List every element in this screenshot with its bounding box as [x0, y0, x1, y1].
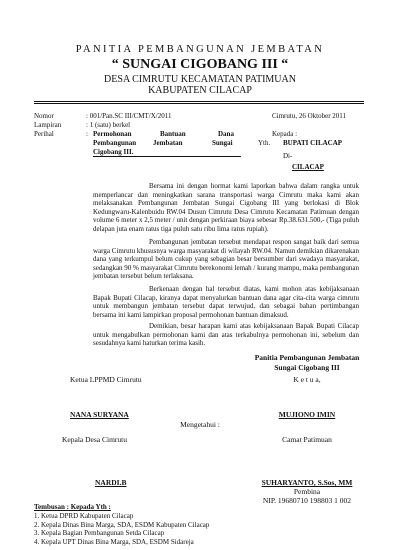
letterhead-project: “ SUNGAI CIGOBANG III “: [111, 57, 289, 72]
lampiran-label: Lampiran: [34, 121, 62, 129]
recipient: BUPATI CILACAP: [283, 139, 343, 147]
body-paragraph-2: Pembangunan jembatan tersebut mendapat respon sangat baik dari semua warga Cimrutu khususnya warga masyarakat di wilayah RW.04. Namun demikian dikarenakan dana yang terkumpul belum cukup yang sebagian besar bersumber dari swadaya masyarakat, sedangkan 90 % masyarakat Cimrutu berekonomi lemah / kurang mampu, maka pembangunan jembatan tersebut belum terlaksana.: [93, 238, 359, 280]
nomor-label: Nomor: [34, 112, 54, 120]
cc-item: 4. Kepala UPT Dinas Bina Marga, SDA, ESDM Sidareja: [34, 537, 194, 546]
subdistrict-head-nip: NIP. 19680710 198803 1 002: [262, 496, 352, 505]
village-head-name: NARDI.B: [95, 478, 127, 487]
recipient-place: CILACAP: [292, 163, 324, 171]
kepada-label: Kepada :: [272, 130, 298, 138]
letter-date: Cimrutu, 26 Oktober 2011: [272, 112, 347, 120]
village-head-label: Kepala Desa Cimrutu: [62, 435, 127, 444]
subdistrict-head-label: Camat Patimuan: [282, 435, 332, 444]
cc-item: 2. Kepala Dinas Bina Marga, SDA, ESDM Kabupaten Cilacap: [34, 520, 210, 529]
perihal-word-1b: Bantuan: [160, 130, 186, 138]
perihal-word-2a: Pembangunan: [93, 139, 137, 147]
letterhead-org: PANITIA PEMBANGUNAN JEMBATAN: [75, 44, 325, 55]
mengetahui-label: Mengetahui :: [180, 420, 220, 429]
di-label: Di-: [283, 152, 293, 160]
perihal-word-1a: Permohonan: [93, 130, 132, 138]
committee-chair-name: MUJIONO IMIN: [278, 410, 336, 419]
perihal-underline: [93, 156, 241, 157]
perihal-word-2b: Jembatan: [153, 139, 183, 147]
body-paragraph-1: Bersama ini dengan hormat kami laporkan bahwa dalam rangka untuk memperlancar dan meningkatkan sarana transportasi warga Cimrutu maka kami akan melaksanakan Pembangunan Jembatan Sungai Cigobang III yang berlokasi di Blok Kedungwaru-Kalenbuidu RW.04 Dusun Cimrutu Desa Cimrutu Kecamatan Patimuan dengan volume 6 meter x 2,5 meter / unit dengan perkiraan biaya sebesar Rp.38.631.500,- (Tiga puluh delapan juta enam ratus tiga puluh satu ribu lima ratus rupiah).: [93, 182, 359, 233]
header-rule-bottom: [34, 103, 364, 104]
subdistrict-head-name: SUHARYANTO, S.Sos, MM: [261, 478, 353, 487]
subdistrict-head-rank: Pembina: [293, 487, 321, 496]
letterhead-village: DESA CIMRUTU KECAMATAN PATIMUAN: [104, 74, 296, 85]
header-rule-top: [34, 101, 364, 102]
yth-label: Yth.: [258, 139, 271, 147]
cc-list: [34, 512, 364, 546]
lppmd-chair-label: Ketua LPPMD Cimrutu: [70, 375, 142, 384]
body-paragraph-3: Berkenaan dengan hal tersebut diatas, kami mohon atas kebijaksanaan Bapak Bupati Cilacap, kiranya dapat menyalurkan bantuan dana agar cita-cita warga cimrutu untuk membangun jembatan tersebut dapat terwujud, dan sebagai bahan pertimbangan bersama ini kami lampirkan proposal permohonan bantuan dimaksud.: [93, 285, 359, 319]
body-paragraph-4: Demikian, besar harapan kami atas kebijaksanaan Bapak Bupati Cilacap untuk mengabulkan permohonan kami dan atas terkabulnya permohonan ini, sebelum dan sesudahnya kami haturkan terima kasih.: [93, 322, 359, 347]
perihal-word-2c: Sungai: [212, 139, 233, 147]
cc-item: 3. Kepala Bagian Pembangunan Setda Cilacap: [34, 529, 165, 537]
letterhead-regency: KABUPATEN CILACAP: [148, 85, 252, 96]
perihal-colon: :: [86, 130, 88, 138]
lppmd-chair-name: NANA SURYANA: [70, 410, 129, 419]
lampiran-value: : 1 (satu) berkel: [86, 121, 131, 129]
perihal-label: Perihal: [34, 130, 54, 138]
cc-title: Tembusan : Kepada Yth :: [34, 503, 111, 511]
cc-item: 1. Ketua DPRD Kabupaten Cilacap: [34, 512, 134, 520]
perihal-word-1c: Dana: [218, 130, 234, 138]
perihal-word-3: Cigobang III.: [93, 148, 134, 156]
committee-chair-label: K e t u a,: [293, 375, 321, 384]
nomor-value: : 001/Pan.SC III/CMT/X/2011: [86, 112, 172, 120]
committee-subtitle: Sungai Cigobang III: [274, 363, 340, 372]
committee-title: Panitia Pembangunan Jembatan: [254, 353, 360, 362]
